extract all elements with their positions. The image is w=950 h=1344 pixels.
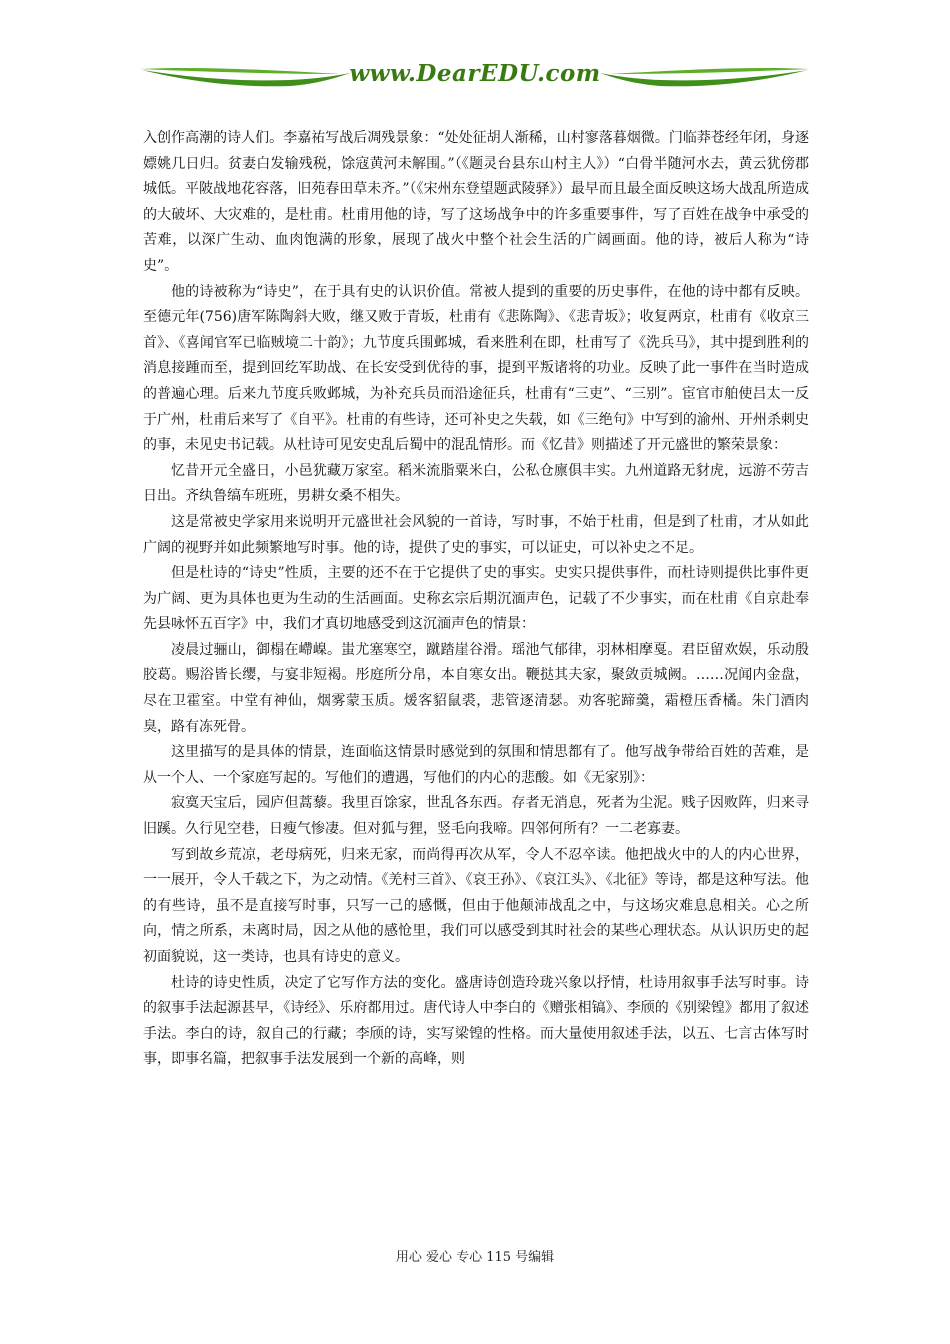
site-url: www.DearEDU.com	[349, 60, 601, 87]
poem-quote: 寂寞天宝后，园庐但蒿藜。我里百馀家，世乱各东西。存者无消息，死者为尘泥。贱子因败阵，归来寻旧蹊。久行见空巷，日瘦气惨凄。但对狐与狸，竖毛向我啼。四邻何所有？一二老寡妻。	[143, 795, 809, 838]
paragraph: 杜诗的诗史性质，决定了它写作方法的变化。盛唐诗创造玲珑兴象以抒情，杜诗用叙事手法写时事。诗的叙事手法起源甚早，《诗经》、乐府都用过。唐代诗人中李白的《赠张相镐》、李颀的《别梁锽》都用了叙述手法。李白的诗，叙自己的行藏；李颀的诗，实写梁锽的性格。而大量使用叙述手法，以五、七言古体写时事，即事名篇，把叙事手法发展到一个新的高峰，则	[143, 974, 809, 1068]
page-footer: 用心 爱心 专心 115 号编辑	[395, 1250, 555, 1265]
paragraph: 这里描写的是具体的情景，连面临这情景时感觉到的氛围和情思都有了。他写战争带给百姓的苦难，是从一个人、一个家庭写起的。写他们的遭遇，写他们的内心的悲酸。如《无家别》：	[143, 744, 809, 786]
poem-quote: 忆昔开元全盛日，小邑犹藏万家室。稻米流脂粟米白，公私仓廪俱丰实。九州道路无豺虎，远游不劳吉日出。齐纨鲁缟车班班，男耕女桑不相失。	[143, 462, 809, 505]
document-body	[143, 126, 809, 1073]
paragraph: 入创作高潮的诗人们。李嘉祐写战后凋残景象：“处处征胡人渐稀，山村寥落暮烟微。门临莽苍经年闭，身逐嫖姚几日归。贫妻白发输残税，馀寇黄河未解围。”（《题灵台县东山村主人》）“白骨半随河水去，黄云犹傍郡城低。平陂战地花容落，旧苑春田草未齐。”（《宋州东登望题武陵驿》）最早而且最全面反映这场大战乱所造成的大破坏、大灾难的，是杜甫。杜甫用他的诗，写了这场战争中的许多重要事件，写了百姓在战争中承受的苦难，以深广生动、血肉饱满的形象，展现了战火中整个社会生活的广阔画面。他的诗，被后人称为“诗史”。	[143, 130, 809, 274]
paragraph: 但是杜诗的“诗史”性质，主要的还不在于它提供了史的事实。史实只提供事件，而杜诗则提供比事件更为广阔、更为具体也更为生动的生活画面。史称玄宗后期沉湎声色，记载了不少事实，而在杜甫《自京赴奉先县咏怀五百字》中，我们才真切地感受到这沉湎声色的情景：	[143, 565, 809, 633]
paragraph: 这是常被史学家用来说明开元盛世社会风貌的一首诗，写时事，不始于杜甫，但是到了杜甫，才从如此广阔的视野并如此频繁地写时事。他的诗，提供了史的事实，可以证史，可以补史之不足。	[143, 513, 809, 556]
paragraph: 他的诗被称为“诗史”，在于具有史的认识价值。常被人提到的重要的历史事件，在他的诗中都有反映。至德元年(756)唐军陈陶斜大败，继又败于青坂，杜甫有《悲陈陶》、《悲青坂》；收复两京，杜甫有《收京三首》、《喜闻官军已临贼境二十韵》；九节度兵围邺城，看来胜利在即，杜甫写了《洗兵马》，其中提到胜利的消息接踵而至，提到回纥军助战、在长安受到优待的事，提到平叛诸将的功业。反映了此一事件在当时造成的普遍心理。后来九节度兵败邺城，为补充兵员而沿途征兵，杜甫有“三吏”、“三别”。宦官市舶使吕太一反于广州，杜甫后来写了《自平》。杜甫的有些诗，还可补史之失载，如《三绝句》中写到的渝州、开州杀刺史的事，未见史书记载。从杜诗可见安史乱后蜀中的混乱情形。而《忆昔》则描述了开元盛世的繁荣景象：	[143, 283, 809, 454]
paragraph: 写到故乡荒凉，老母病死，归来无家，而尚得再次从军，令人不忍卒读。他把战火中的人的内心世界，一一展开，令人千载之下，为之动情。《羌村三首》、《哀王孙》、《哀江头》、《北征》等诗，都是这种写法。他的有些诗，虽不是直接写时事，只写一己的感慨，但由于他颠沛战乱之中，与这场灾难息息相关。心之所向，情之所系，未离时局，因之从他的感怆里，我们可以感受到其时社会的某些心理状态。从认识历史的起初面貌说，这一类诗，也具有诗史的意义。	[143, 846, 809, 965]
poem-quote: 凌晨过骊山，御榻在嵽嵲。蚩尤塞寒空，蹴踏崖谷滑。瑶池气郁律，羽林相摩戛。君臣留欢娱，乐动殷胶葛。赐浴皆长缨，与宴非短褐。彤庭所分帛，本自寒女出。鞭挞其夫家，聚敛贡城阙。……况闻内金盘，尽在卫霍室。中堂有神仙，烟雾蒙玉质。煖客貂鼠裘，悲管逐清瑟。劝客驼蹄羹，霜橙压香橘。朱门酒肉臭，路有冻死骨。	[143, 641, 809, 735]
page-header	[140, 58, 810, 98]
